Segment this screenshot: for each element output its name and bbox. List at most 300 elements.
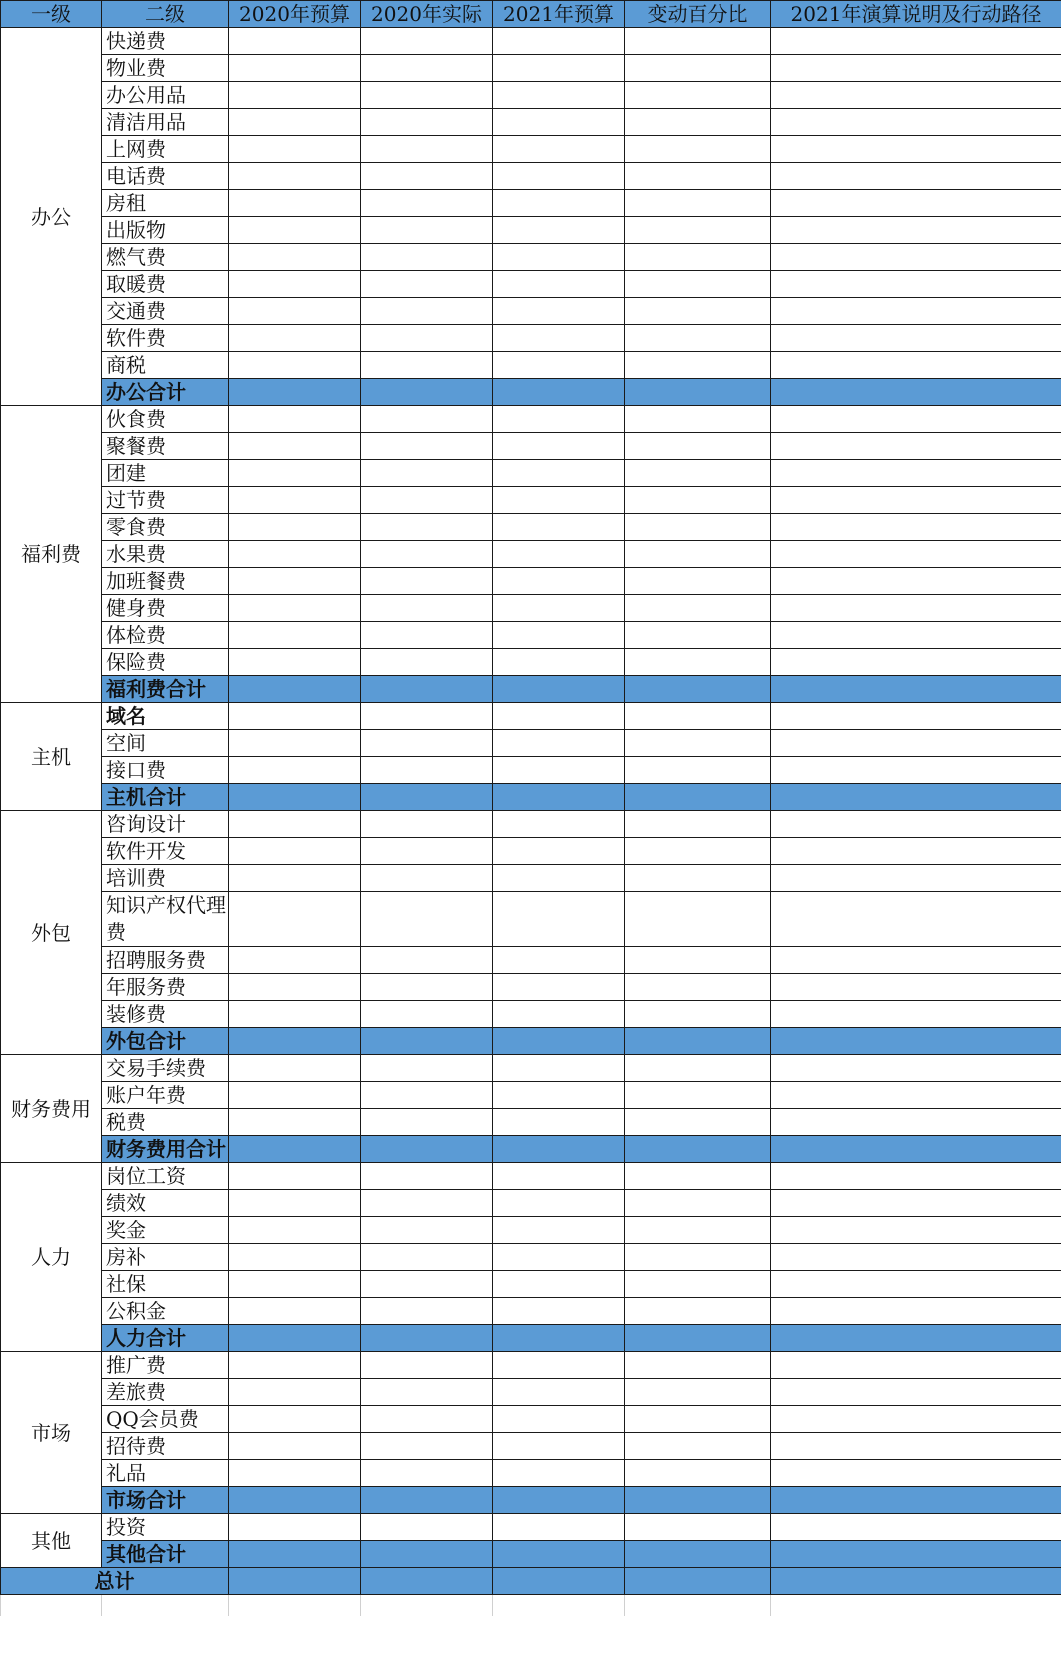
value-cell[interactable] xyxy=(493,649,625,676)
value-cell[interactable] xyxy=(625,1190,771,1217)
value-cell[interactable] xyxy=(361,703,493,730)
item-label-cell[interactable]: 过节费 xyxy=(102,487,229,514)
item-label-cell[interactable]: 推广费 xyxy=(102,1352,229,1379)
value-cell[interactable] xyxy=(229,838,361,865)
value-cell[interactable] xyxy=(361,298,493,325)
value-cell[interactable] xyxy=(625,406,771,433)
value-cell[interactable] xyxy=(229,298,361,325)
value-cell[interactable] xyxy=(493,1136,625,1163)
item-label-cell[interactable]: 空间 xyxy=(102,730,229,757)
value-cell[interactable] xyxy=(771,28,1061,55)
value-cell[interactable] xyxy=(771,1298,1061,1325)
value-cell[interactable] xyxy=(771,1217,1061,1244)
value-cell[interactable] xyxy=(229,460,361,487)
item-label-cell[interactable]: 公积金 xyxy=(102,1298,229,1325)
item-label-cell[interactable]: 投资 xyxy=(102,1514,229,1541)
value-cell[interactable] xyxy=(493,352,625,379)
value-cell[interactable] xyxy=(493,1190,625,1217)
value-cell[interactable] xyxy=(493,298,625,325)
value-cell[interactable] xyxy=(771,649,1061,676)
item-label-cell[interactable]: 伙食费 xyxy=(102,406,229,433)
value-cell[interactable] xyxy=(493,622,625,649)
value-cell[interactable] xyxy=(229,1433,361,1460)
value-cell[interactable] xyxy=(229,676,361,703)
value-cell[interactable] xyxy=(361,1217,493,1244)
value-cell[interactable] xyxy=(229,217,361,244)
value-cell[interactable] xyxy=(771,514,1061,541)
value-cell[interactable] xyxy=(493,136,625,163)
item-label-cell[interactable]: 域名 xyxy=(102,703,229,730)
value-cell[interactable] xyxy=(625,1568,771,1595)
value-cell[interactable] xyxy=(771,82,1061,109)
value-cell[interactable] xyxy=(493,190,625,217)
value-cell[interactable] xyxy=(229,1271,361,1298)
value-cell[interactable] xyxy=(625,1271,771,1298)
value-cell[interactable] xyxy=(625,217,771,244)
value-cell[interactable] xyxy=(229,1028,361,1055)
value-cell[interactable] xyxy=(229,947,361,974)
value-cell[interactable] xyxy=(625,947,771,974)
value-cell[interactable] xyxy=(229,1136,361,1163)
value-cell[interactable] xyxy=(361,1136,493,1163)
value-cell[interactable] xyxy=(361,1352,493,1379)
value-cell[interactable] xyxy=(229,1460,361,1487)
value-cell[interactable] xyxy=(361,190,493,217)
value-cell[interactable] xyxy=(771,1379,1061,1406)
value-cell[interactable] xyxy=(361,838,493,865)
value-cell[interactable] xyxy=(229,433,361,460)
value-cell[interactable] xyxy=(493,838,625,865)
value-cell[interactable] xyxy=(493,1352,625,1379)
value-cell[interactable] xyxy=(493,1433,625,1460)
category-cell[interactable]: 其他 xyxy=(1,1514,102,1568)
value-cell[interactable] xyxy=(625,892,771,947)
value-cell[interactable] xyxy=(361,541,493,568)
value-cell[interactable] xyxy=(493,325,625,352)
category-cell[interactable]: 人力 xyxy=(1,1163,102,1352)
item-label-cell[interactable]: 聚餐费 xyxy=(102,433,229,460)
value-cell[interactable] xyxy=(361,676,493,703)
value-cell[interactable] xyxy=(493,487,625,514)
value-cell[interactable] xyxy=(625,433,771,460)
value-cell[interactable] xyxy=(229,1217,361,1244)
value-cell[interactable] xyxy=(493,163,625,190)
value-cell[interactable] xyxy=(361,622,493,649)
category-cell[interactable]: 财务费用 xyxy=(1,1055,102,1163)
value-cell[interactable] xyxy=(625,622,771,649)
value-cell[interactable] xyxy=(771,325,1061,352)
value-cell[interactable] xyxy=(229,811,361,838)
subtotal-label[interactable]: 市场合计 xyxy=(102,1487,229,1514)
value-cell[interactable] xyxy=(493,1298,625,1325)
value-cell[interactable] xyxy=(361,1541,493,1568)
item-label-cell[interactable]: 咨询设计 xyxy=(102,811,229,838)
category-cell[interactable]: 福利费 xyxy=(1,406,102,703)
value-cell[interactable] xyxy=(1,1595,102,1616)
value-cell[interactable] xyxy=(771,865,1061,892)
value-cell[interactable] xyxy=(229,514,361,541)
value-cell[interactable] xyxy=(625,1487,771,1514)
value-cell[interactable] xyxy=(361,1325,493,1352)
item-label-cell[interactable]: 培训费 xyxy=(102,865,229,892)
item-label-cell[interactable]: 商税 xyxy=(102,352,229,379)
value-cell[interactable] xyxy=(229,352,361,379)
header-level2[interactable]: 二级 xyxy=(102,1,229,28)
value-cell[interactable] xyxy=(771,892,1061,947)
value-cell[interactable] xyxy=(493,406,625,433)
value-cell[interactable] xyxy=(361,1433,493,1460)
value-cell[interactable] xyxy=(229,1568,361,1595)
value-cell[interactable] xyxy=(771,568,1061,595)
item-label-cell[interactable]: 接口费 xyxy=(102,757,229,784)
value-cell[interactable] xyxy=(361,947,493,974)
value-cell[interactable] xyxy=(229,1001,361,1028)
subtotal-label[interactable]: 福利费合计 xyxy=(102,676,229,703)
item-label-cell[interactable]: 上网费 xyxy=(102,136,229,163)
value-cell[interactable] xyxy=(771,55,1061,82)
value-cell[interactable] xyxy=(625,730,771,757)
value-cell[interactable] xyxy=(771,1190,1061,1217)
value-cell[interactable] xyxy=(625,1433,771,1460)
value-cell[interactable] xyxy=(625,28,771,55)
value-cell[interactable] xyxy=(771,379,1061,406)
value-cell[interactable] xyxy=(493,947,625,974)
value-cell[interactable] xyxy=(493,703,625,730)
value-cell[interactable] xyxy=(493,1271,625,1298)
header-level1[interactable]: 一级 xyxy=(1,1,102,28)
value-cell[interactable] xyxy=(361,244,493,271)
value-cell[interactable] xyxy=(361,352,493,379)
value-cell[interactable] xyxy=(229,892,361,947)
value-cell[interactable] xyxy=(493,1514,625,1541)
value-cell[interactable] xyxy=(229,487,361,514)
total-label[interactable]: 总计 xyxy=(1,1568,229,1595)
value-cell[interactable] xyxy=(625,460,771,487)
value-cell[interactable] xyxy=(493,1541,625,1568)
value-cell[interactable] xyxy=(229,541,361,568)
value-cell[interactable] xyxy=(493,1379,625,1406)
value-cell[interactable] xyxy=(493,1082,625,1109)
value-cell[interactable] xyxy=(493,1055,625,1082)
value-cell[interactable] xyxy=(229,55,361,82)
value-cell[interactable] xyxy=(229,1298,361,1325)
value-cell[interactable] xyxy=(361,784,493,811)
value-cell[interactable] xyxy=(229,595,361,622)
value-cell[interactable] xyxy=(625,1244,771,1271)
value-cell[interactable] xyxy=(625,649,771,676)
value-cell[interactable] xyxy=(771,1541,1061,1568)
value-cell[interactable] xyxy=(771,1433,1061,1460)
value-cell[interactable] xyxy=(361,271,493,298)
value-cell[interactable] xyxy=(361,406,493,433)
value-cell[interactable] xyxy=(361,865,493,892)
item-label-cell[interactable]: 房租 xyxy=(102,190,229,217)
value-cell[interactable] xyxy=(229,379,361,406)
item-label-cell[interactable]: 礼品 xyxy=(102,1460,229,1487)
value-cell[interactable] xyxy=(625,163,771,190)
item-label-cell[interactable]: 知识产权代理费 xyxy=(102,892,229,947)
value-cell[interactable] xyxy=(625,1136,771,1163)
value-cell[interactable] xyxy=(625,325,771,352)
value-cell[interactable] xyxy=(771,676,1061,703)
value-cell[interactable] xyxy=(771,541,1061,568)
value-cell[interactable] xyxy=(229,1487,361,1514)
value-cell[interactable] xyxy=(361,892,493,947)
value-cell[interactable] xyxy=(625,1055,771,1082)
value-cell[interactable] xyxy=(771,974,1061,1001)
subtotal-label[interactable]: 其他合计 xyxy=(102,1541,229,1568)
value-cell[interactable] xyxy=(361,1568,493,1595)
value-cell[interactable] xyxy=(229,1406,361,1433)
value-cell[interactable] xyxy=(625,82,771,109)
value-cell[interactable] xyxy=(493,595,625,622)
value-cell[interactable] xyxy=(771,1460,1061,1487)
item-label-cell[interactable]: 税费 xyxy=(102,1109,229,1136)
value-cell[interactable] xyxy=(625,514,771,541)
value-cell[interactable] xyxy=(625,271,771,298)
value-cell[interactable] xyxy=(625,1109,771,1136)
value-cell[interactable] xyxy=(361,1082,493,1109)
value-cell[interactable] xyxy=(361,109,493,136)
value-cell[interactable] xyxy=(771,217,1061,244)
header-change-percent[interactable]: 变动百分比 xyxy=(625,1,771,28)
value-cell[interactable] xyxy=(771,1163,1061,1190)
value-cell[interactable] xyxy=(625,1406,771,1433)
value-cell[interactable] xyxy=(229,1379,361,1406)
value-cell[interactable] xyxy=(625,595,771,622)
value-cell[interactable] xyxy=(493,109,625,136)
value-cell[interactable] xyxy=(493,82,625,109)
item-label-cell[interactable]: 健身费 xyxy=(102,595,229,622)
value-cell[interactable] xyxy=(229,406,361,433)
value-cell[interactable] xyxy=(361,1109,493,1136)
value-cell[interactable] xyxy=(361,1514,493,1541)
item-label-cell[interactable]: QQ会员费 xyxy=(102,1406,229,1433)
value-cell[interactable] xyxy=(361,1595,493,1616)
value-cell[interactable] xyxy=(625,352,771,379)
value-cell[interactable] xyxy=(771,1325,1061,1352)
value-cell[interactable] xyxy=(625,974,771,1001)
item-label-cell[interactable]: 燃气费 xyxy=(102,244,229,271)
item-label-cell[interactable]: 差旅费 xyxy=(102,1379,229,1406)
value-cell[interactable] xyxy=(771,136,1061,163)
value-cell[interactable] xyxy=(771,1244,1061,1271)
item-label-cell[interactable]: 交易手续费 xyxy=(102,1055,229,1082)
value-cell[interactable] xyxy=(229,244,361,271)
value-cell[interactable] xyxy=(361,1190,493,1217)
item-label-cell[interactable]: 账户年费 xyxy=(102,1082,229,1109)
value-cell[interactable] xyxy=(493,1001,625,1028)
value-cell[interactable] xyxy=(493,730,625,757)
value-cell[interactable] xyxy=(771,1514,1061,1541)
value-cell[interactable] xyxy=(625,1028,771,1055)
value-cell[interactable] xyxy=(361,1379,493,1406)
value-cell[interactable] xyxy=(771,487,1061,514)
value-cell[interactable] xyxy=(771,1109,1061,1136)
value-cell[interactable] xyxy=(493,811,625,838)
value-cell[interactable] xyxy=(361,974,493,1001)
value-cell[interactable] xyxy=(229,974,361,1001)
value-cell[interactable] xyxy=(361,1163,493,1190)
value-cell[interactable] xyxy=(493,974,625,1001)
value-cell[interactable] xyxy=(229,1352,361,1379)
value-cell[interactable] xyxy=(361,514,493,541)
value-cell[interactable] xyxy=(625,1217,771,1244)
item-label-cell[interactable]: 软件开发 xyxy=(102,838,229,865)
value-cell[interactable] xyxy=(493,217,625,244)
value-cell[interactable] xyxy=(361,460,493,487)
value-cell[interactable] xyxy=(361,757,493,784)
value-cell[interactable] xyxy=(361,163,493,190)
value-cell[interactable] xyxy=(625,1379,771,1406)
value-cell[interactable] xyxy=(229,136,361,163)
item-label-cell[interactable]: 体检费 xyxy=(102,622,229,649)
value-cell[interactable] xyxy=(229,1244,361,1271)
header-2020-actual[interactable]: 2020年实际 xyxy=(361,1,493,28)
value-cell[interactable] xyxy=(493,28,625,55)
value-cell[interactable] xyxy=(771,433,1061,460)
value-cell[interactable] xyxy=(229,82,361,109)
subtotal-label[interactable]: 人力合计 xyxy=(102,1325,229,1352)
value-cell[interactable] xyxy=(771,244,1061,271)
value-cell[interactable] xyxy=(229,622,361,649)
value-cell[interactable] xyxy=(493,433,625,460)
item-label-cell[interactable]: 出版物 xyxy=(102,217,229,244)
item-label-cell[interactable]: 零食费 xyxy=(102,514,229,541)
value-cell[interactable] xyxy=(229,568,361,595)
value-cell[interactable] xyxy=(229,1541,361,1568)
value-cell[interactable] xyxy=(493,271,625,298)
value-cell[interactable] xyxy=(361,1028,493,1055)
header-2021-notes[interactable]: 2021年演算说明及行动路径 xyxy=(771,1,1061,28)
item-label-cell[interactable]: 招聘服务费 xyxy=(102,947,229,974)
value-cell[interactable] xyxy=(361,1055,493,1082)
value-cell[interactable] xyxy=(625,1352,771,1379)
value-cell[interactable] xyxy=(771,947,1061,974)
header-2021-budget[interactable]: 2021年预算 xyxy=(493,1,625,28)
value-cell[interactable] xyxy=(625,298,771,325)
value-cell[interactable] xyxy=(361,811,493,838)
value-cell[interactable] xyxy=(771,406,1061,433)
value-cell[interactable] xyxy=(493,379,625,406)
value-cell[interactable] xyxy=(771,757,1061,784)
value-cell[interactable] xyxy=(771,163,1061,190)
value-cell[interactable] xyxy=(361,136,493,163)
value-cell[interactable] xyxy=(229,1055,361,1082)
value-cell[interactable] xyxy=(625,109,771,136)
value-cell[interactable] xyxy=(493,1568,625,1595)
item-label-cell[interactable]: 办公用品 xyxy=(102,82,229,109)
value-cell[interactable] xyxy=(361,55,493,82)
value-cell[interactable] xyxy=(493,1595,625,1616)
item-label-cell[interactable]: 招待费 xyxy=(102,1433,229,1460)
value-cell[interactable] xyxy=(229,109,361,136)
item-label-cell[interactable]: 房补 xyxy=(102,1244,229,1271)
value-cell[interactable] xyxy=(625,784,771,811)
value-cell[interactable] xyxy=(625,1298,771,1325)
category-cell[interactable]: 外包 xyxy=(1,811,102,1055)
value-cell[interactable] xyxy=(493,865,625,892)
value-cell[interactable] xyxy=(229,1514,361,1541)
value-cell[interactable] xyxy=(493,541,625,568)
value-cell[interactable] xyxy=(493,244,625,271)
value-cell[interactable] xyxy=(493,1028,625,1055)
value-cell[interactable] xyxy=(229,1082,361,1109)
value-cell[interactable] xyxy=(771,271,1061,298)
value-cell[interactable] xyxy=(229,1190,361,1217)
value-cell[interactable] xyxy=(625,1541,771,1568)
value-cell[interactable] xyxy=(493,1217,625,1244)
item-label-cell[interactable]: 团建 xyxy=(102,460,229,487)
item-label-cell[interactable]: 年服务费 xyxy=(102,974,229,1001)
value-cell[interactable] xyxy=(625,55,771,82)
value-cell[interactable] xyxy=(361,325,493,352)
value-cell[interactable] xyxy=(102,1595,229,1616)
value-cell[interactable] xyxy=(361,1460,493,1487)
value-cell[interactable] xyxy=(361,1298,493,1325)
value-cell[interactable] xyxy=(771,1028,1061,1055)
category-cell[interactable]: 办公 xyxy=(1,28,102,406)
value-cell[interactable] xyxy=(771,1568,1061,1595)
value-cell[interactable] xyxy=(229,28,361,55)
value-cell[interactable] xyxy=(361,217,493,244)
value-cell[interactable] xyxy=(625,1163,771,1190)
value-cell[interactable] xyxy=(361,1406,493,1433)
value-cell[interactable] xyxy=(625,1082,771,1109)
value-cell[interactable] xyxy=(771,1136,1061,1163)
value-cell[interactable] xyxy=(771,460,1061,487)
value-cell[interactable] xyxy=(229,757,361,784)
value-cell[interactable] xyxy=(625,1595,771,1616)
value-cell[interactable] xyxy=(771,1487,1061,1514)
item-label-cell[interactable]: 取暖费 xyxy=(102,271,229,298)
value-cell[interactable] xyxy=(771,703,1061,730)
value-cell[interactable] xyxy=(493,784,625,811)
value-cell[interactable] xyxy=(229,1595,361,1616)
value-cell[interactable] xyxy=(229,1325,361,1352)
value-cell[interactable] xyxy=(229,1109,361,1136)
value-cell[interactable] xyxy=(493,568,625,595)
value-cell[interactable] xyxy=(361,28,493,55)
value-cell[interactable] xyxy=(361,1271,493,1298)
value-cell[interactable] xyxy=(493,1460,625,1487)
value-cell[interactable] xyxy=(771,352,1061,379)
item-label-cell[interactable]: 装修费 xyxy=(102,1001,229,1028)
value-cell[interactable] xyxy=(625,703,771,730)
value-cell[interactable] xyxy=(493,892,625,947)
item-label-cell[interactable]: 清洁用品 xyxy=(102,109,229,136)
value-cell[interactable] xyxy=(625,676,771,703)
value-cell[interactable] xyxy=(625,757,771,784)
value-cell[interactable] xyxy=(229,163,361,190)
item-label-cell[interactable]: 保险费 xyxy=(102,649,229,676)
value-cell[interactable] xyxy=(361,487,493,514)
value-cell[interactable] xyxy=(229,190,361,217)
value-cell[interactable] xyxy=(361,433,493,460)
value-cell[interactable] xyxy=(493,1487,625,1514)
subtotal-label[interactable]: 办公合计 xyxy=(102,379,229,406)
value-cell[interactable] xyxy=(625,865,771,892)
value-cell[interactable] xyxy=(493,1244,625,1271)
item-label-cell[interactable]: 交通费 xyxy=(102,298,229,325)
item-label-cell[interactable]: 岗位工资 xyxy=(102,1163,229,1190)
value-cell[interactable] xyxy=(361,1001,493,1028)
value-cell[interactable] xyxy=(771,811,1061,838)
value-cell[interactable] xyxy=(493,676,625,703)
value-cell[interactable] xyxy=(361,730,493,757)
value-cell[interactable] xyxy=(771,730,1061,757)
value-cell[interactable] xyxy=(229,649,361,676)
